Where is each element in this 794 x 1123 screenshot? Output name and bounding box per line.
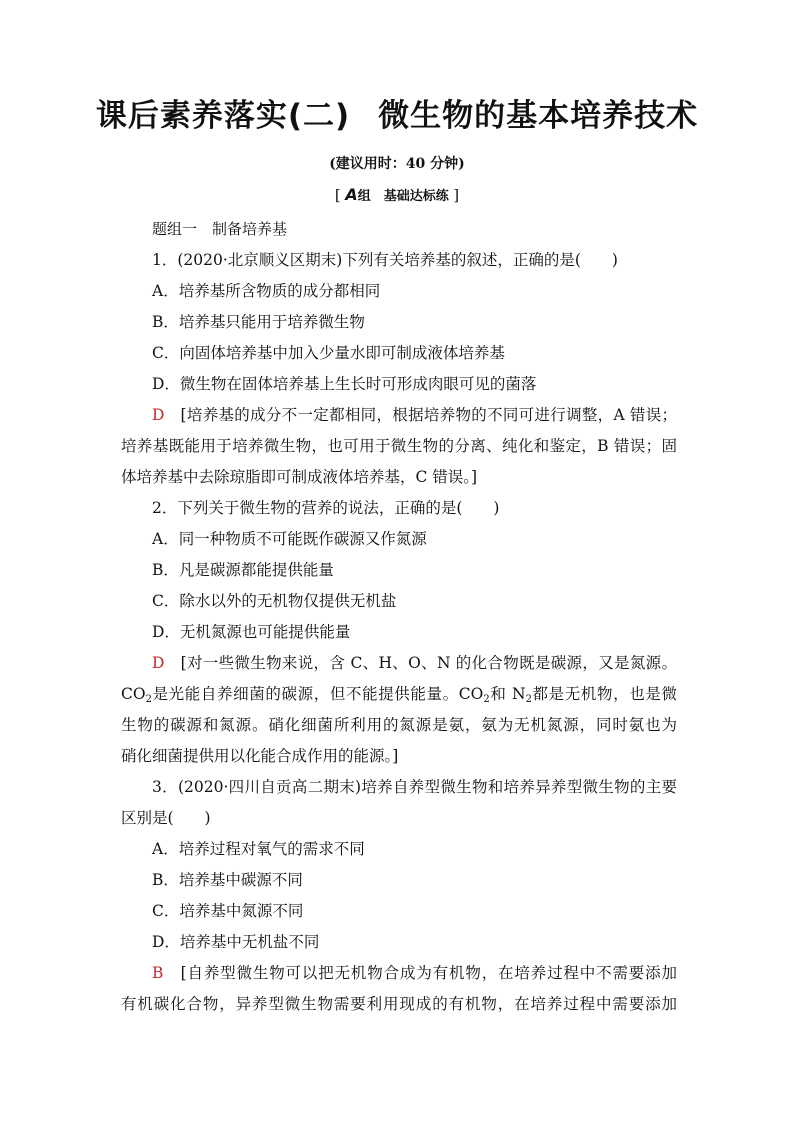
question-2-option-b: B．凡是碳源都能提供能量 (152, 561, 334, 579)
question-1-explanation-line-3: 体培养基中去除琼脂即可制成液体培养基，C 错误。] (121, 468, 478, 486)
question-1-option-a: A．培养基所含物质的成分都相同 (152, 282, 381, 300)
title-part-1: 课后素养落实(二) (95, 98, 351, 134)
question-1-answer: D (152, 406, 165, 424)
question-2-explanation-line-3: 生物的碳源和氮源。硝化细菌所利用的氮源是氨，氨为无机氮源，同时氨也为 (121, 716, 677, 734)
question-2-explanation-line-4: 硝化细菌提供用以化能合成作用的能源。] (121, 747, 399, 765)
question-1-option-b: B．培养基只能用于培养微生物 (152, 313, 365, 331)
question-1-explanation-line-2: 培养基既能用于培养微生物，也可用于微生物的分离、纯化和鉴定，B 错误；固 (121, 437, 677, 455)
question-1-explanation-line-1: D [培养基的成分不一定都相同，根据培养物的不同可进行调整，A 错误； (152, 406, 677, 424)
title-part-2: 微生物的基本培养技术 (378, 98, 699, 134)
page-title (0, 92, 794, 140)
question-3-option-b: B．培养基中碳源不同 (152, 871, 303, 889)
group-label-text: 组 基础达标练 (357, 189, 449, 204)
group-a-badge: A (345, 185, 358, 204)
question-2-option-a: A．同一种物质不可能既作碳源又作氮源 (152, 530, 427, 548)
question-1-option-c: C．向固体培养基中加入少量水即可制成液体培养基 (152, 344, 505, 362)
question-2-option-c: C．除水以外的无机物仅提供无机盐 (152, 592, 397, 610)
question-3-option-c: C．培养基中氮源不同 (152, 902, 304, 920)
question-2-stem: 2．下列关于微生物的营养的说法，正确的是( ) (152, 499, 500, 517)
group-bracket-open: [ (334, 186, 341, 204)
question-content (121, 214, 677, 1020)
question-2-answer: D (152, 654, 165, 672)
question-3-stem-line-1: 3．(2020·四川自贡高二期末)培养自养型微生物和培养异养型微生物的主要 (152, 778, 677, 796)
section-heading: 题组一 制备培养基 (152, 220, 288, 238)
question-3-option-a: A．培养过程对氧气的需求不同 (152, 840, 365, 858)
question-3-answer: B (152, 964, 164, 982)
group-bracket-close: ] (453, 186, 460, 204)
question-2-explanation-line-2: $CO_2$是光能自养细菌的碳源，但不能提供能量。$CO_2$和 $N_2$都是无机物，也是微 (121, 685, 677, 705)
question-2-explanation-line-1: D [对一些微生物来说，含 C、H、O、N 的化合物既是碳源，又是氮源。 (152, 654, 677, 672)
question-1-option-d: D．微生物在固体培养基上生长时可形成肉眼可见的菌落 (152, 375, 537, 393)
question-3-stem-line-2: 区别是( ) (121, 809, 211, 827)
question-1-stem: 1．(2020·北京顺义区期末)下列有关培养基的叙述，正确的是( ) (152, 251, 618, 269)
suggested-duration: (建议用时：40 分钟) (329, 156, 465, 172)
question-3-option-d: D．培养基中无机盐不同 (152, 933, 320, 951)
question-2-option-d: D．无机氮源也可能提供能量 (152, 623, 351, 641)
question-3-explanation-line-1: B [自养型微生物可以把无机物合成为有机物，在培养过程中不需要添加 (152, 964, 677, 982)
question-3-explanation-line-2: 有机碳化合物，异养型微生物需要利用现成的有机物，在培养过程中需要添加 (121, 995, 677, 1013)
group-label (0, 185, 794, 207)
